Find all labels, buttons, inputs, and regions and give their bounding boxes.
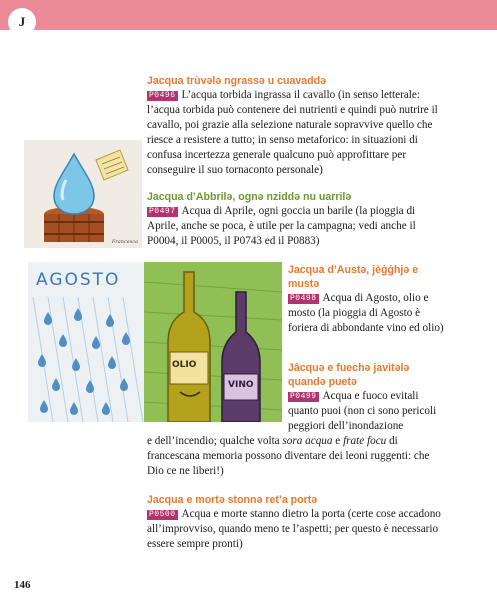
section-letter: J	[8, 8, 36, 36]
proverb-code: P0497	[149, 207, 176, 216]
proverb-title: Jâcquə e fuechə javìtələ quandə puetə	[288, 362, 410, 388]
proverb-entry-5	[147, 493, 447, 552]
proverb-text: Acqua e morte stanno dietro la porta (certe cose accadono all’improvviso, quando meno te l’aspetti; per questo è necessario essere sempre pronti)	[147, 508, 441, 550]
proverb-title: Jacqua trùvələ ngrassə u cuavaddə	[147, 75, 326, 87]
proverb-text: L’acqua torbida ingrassa il cavallo (in senso letterale: l’acqua torbida può contenere dei nutrienti e quindi può nutrire il cavallo, poi grazie alla selezione naturale sopravvive quello che riesce a resistere a tutto; in senso metaforico: in situazioni di confusa incertezza generale qualcuno può approfittare per conseguire il suo tornaconto personale)	[147, 89, 438, 176]
proverb-code: P0498	[290, 294, 317, 303]
proverb-entry-1	[147, 74, 443, 178]
proverb-text: Acqua di Agosto, olio e mosto (la pioggia di Agosto è foriera di abbondante vino ed olio)	[288, 292, 444, 334]
page-number: 146	[14, 579, 31, 591]
vino-label: VINO	[228, 380, 254, 390]
proverb-code: P0499	[290, 392, 317, 401]
proverb-entry-3	[288, 263, 448, 336]
drop-barrel-illustration	[24, 140, 142, 248]
agosto-word: AGOSTO	[36, 270, 121, 290]
proverb-text: Acqua di Aprile, ogni goccia un barile (la pioggia di Aprile, anche se poca, è utile per la campagna; vedi anche il P0004, il P0005, il P0743 ed il P0883)	[147, 205, 416, 247]
oil-wine-bottles-illustration	[144, 262, 282, 422]
agosto-rain-illustration	[28, 262, 144, 422]
header-bar	[0, 0, 497, 30]
proverb-text: Acqua e fuoco evitali quanto puoi (non ci sono pericoli peggiori dell’inondazione	[288, 390, 437, 432]
proverb-title: Jacqua d’Austə, jèġġhjə e mustə	[288, 264, 419, 290]
proverb-entry-2	[147, 190, 443, 249]
olio-label: OLIO	[172, 360, 197, 370]
illustration-signature: Francesca	[111, 239, 138, 245]
proverb-code: P0500	[149, 510, 176, 519]
proverb-code: P0496	[149, 91, 176, 100]
proverb-title: Jacqua d’Abbrilə, ognə nziddə nu uarrilə	[147, 191, 352, 203]
proverb-entry-4	[288, 361, 448, 434]
proverb-title: Jacqua e mortə stonnə ret’a portə	[147, 494, 318, 506]
proverb-entry-4-continued: e dell’incendio; qualche volta sora acqua e frate focu di francescana memoria possono diventare dei leoni ruggenti: che Dio ce ne liberi!)	[147, 435, 430, 477]
